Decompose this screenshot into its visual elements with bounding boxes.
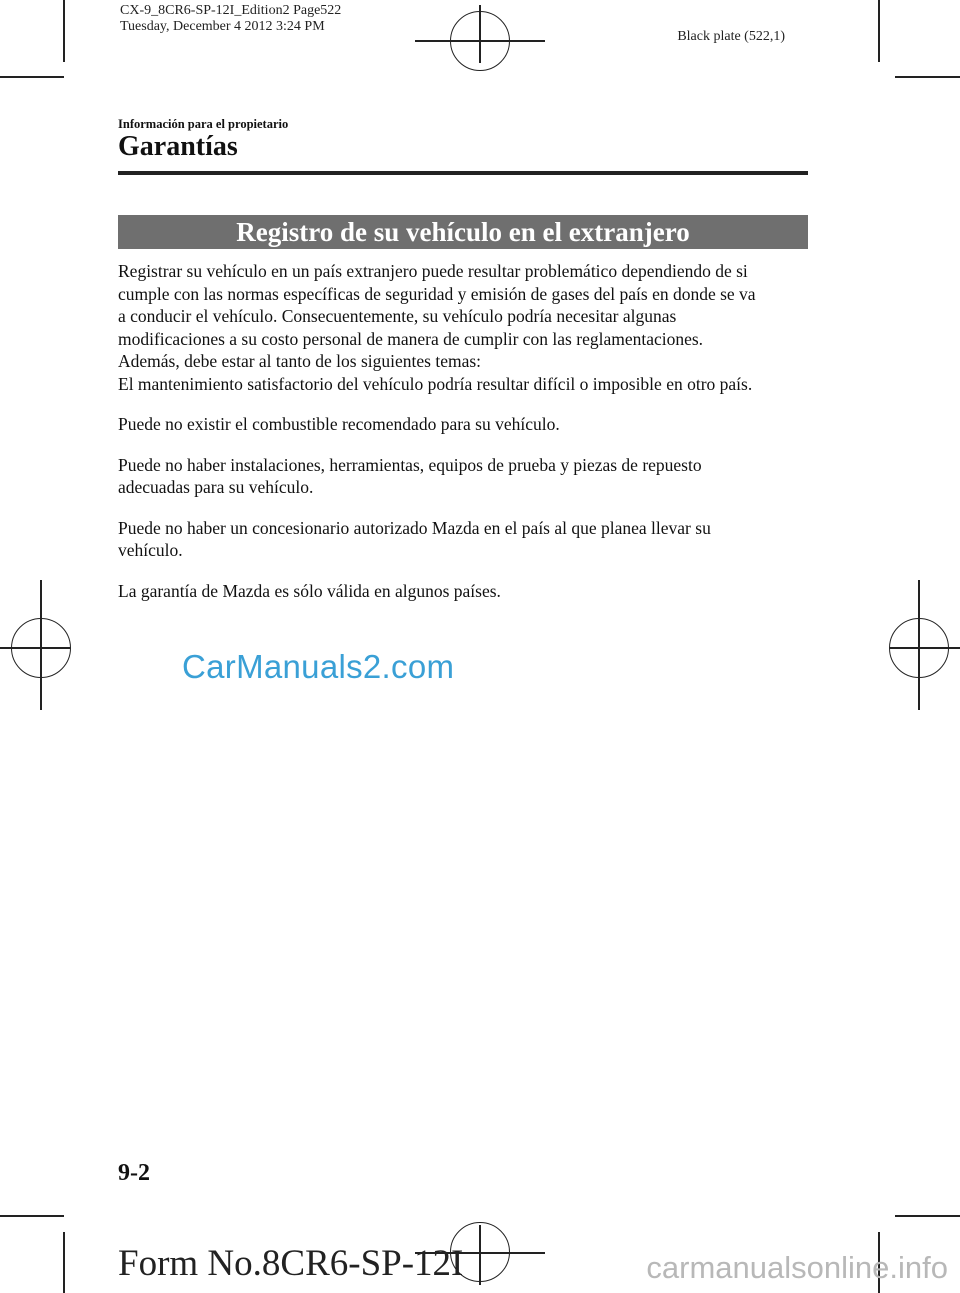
- crop-mark: [63, 0, 65, 62]
- text-line: Puede no existir el combustible recomendado para su vehículo.: [118, 414, 560, 434]
- crop-mark: [878, 0, 880, 62]
- text-line: vehículo.: [118, 540, 183, 560]
- text-line: El mantenimiento satisfactorio del vehículo podría resultar difícil o imposible en otro país.: [118, 373, 753, 394]
- page-number: 9-2: [118, 1160, 150, 1186]
- plate-label: Black plate (522,1): [677, 29, 785, 44]
- title-rule: [118, 171, 808, 175]
- section-banner: Registro de su vehículo en el extranjero: [118, 215, 808, 249]
- registration-mark: [889, 618, 949, 678]
- footer-watermark: carmanualsonline.info: [646, 1250, 948, 1285]
- text-line: Puede no haber instalaciones, herramientas, equipos de prueba y piezas de repuesto: [118, 454, 702, 475]
- watermark: CarManuals2.com: [182, 648, 455, 685]
- text-line: Puede no haber un concesionario autorizado Mazda en el país al que planea llevar su: [118, 517, 711, 538]
- body-text: [118, 260, 818, 602]
- text-line: cumple con las normas específicas de seguridad y emisión de gases del país en donde se va: [118, 283, 756, 304]
- paragraph: [118, 260, 818, 395]
- text-line: Registrar su vehículo en un país extranjero puede resultar problemático dependiendo de si: [118, 261, 748, 281]
- paragraph: [118, 580, 818, 603]
- crop-mark: [0, 1215, 64, 1217]
- paragraph: [118, 454, 818, 499]
- text-line: Además, debe estar al tanto de los siguientes temas:: [118, 351, 482, 371]
- doc-id: CX-9_8CR6-SP-12I_Edition2 Page522: [120, 3, 342, 18]
- text-line: a conducir el vehículo. Consecuentemente, su vehículo podría necesitar algunas: [118, 306, 677, 326]
- paragraph: [118, 413, 818, 436]
- print-date: Tuesday, December 4 2012 3:24 PM: [120, 19, 325, 34]
- registration-mark: [11, 618, 71, 678]
- crop-mark: [63, 1232, 65, 1293]
- form-number: Form No.8CR6-SP-12I: [118, 1243, 464, 1284]
- paragraph: [118, 517, 818, 562]
- section-label: Información para el propietario: [118, 117, 289, 131]
- crop-mark: [895, 76, 960, 78]
- text-line: modificaciones a su costo personal de manera de cumplir con las reglamentaciones.: [118, 328, 704, 349]
- text-line: adecuadas para su vehículo.: [118, 477, 314, 497]
- crop-mark: [895, 1215, 960, 1217]
- text-line: La garantía de Mazda es sólo válida en algunos países.: [118, 580, 501, 601]
- chapter-title: Garantías: [118, 131, 238, 162]
- crop-mark: [0, 76, 64, 78]
- print-header: [120, 3, 341, 35]
- registration-mark: [450, 11, 510, 71]
